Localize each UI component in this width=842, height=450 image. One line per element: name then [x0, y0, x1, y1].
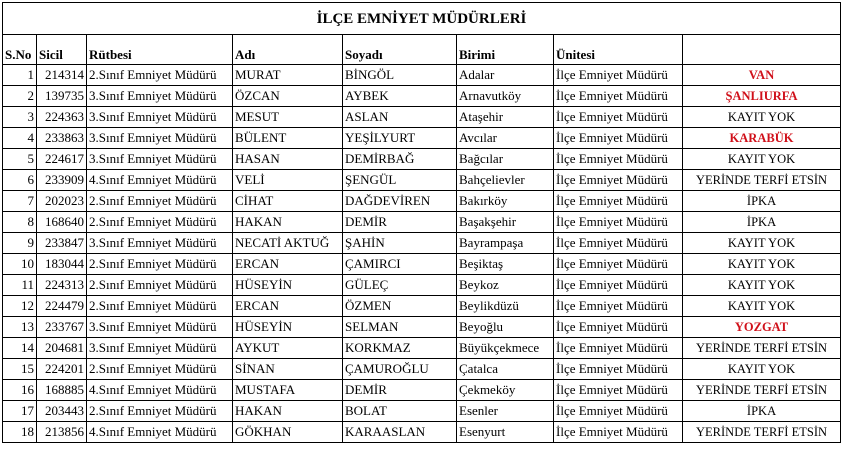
- cell-sicil: 224617: [37, 149, 87, 170]
- cell-sno: 9: [3, 233, 37, 254]
- table-row: [3, 296, 841, 317]
- cell-sno: 10: [3, 254, 37, 275]
- cell-unitesi: İlçe Emniyet Müdürü: [554, 359, 683, 380]
- cell-sno: 17: [3, 401, 37, 422]
- cell-soyadi: ŞAHİN: [343, 233, 457, 254]
- cell-unitesi: İlçe Emniyet Müdürü: [554, 401, 683, 422]
- cell-unitesi: İlçe Emniyet Müdürü: [554, 296, 683, 317]
- cell-adi: HAKAN: [233, 401, 343, 422]
- table-title: İLÇE EMNİYET MÜDÜRLERİ: [3, 3, 841, 35]
- cell-adi: HÜSEYİN: [233, 317, 343, 338]
- cell-sicil: 168885: [37, 380, 87, 401]
- table-row: [3, 380, 841, 401]
- cell-unitesi: İlçe Emniyet Müdürü: [554, 380, 683, 401]
- cell-adi: ERCAN: [233, 254, 343, 275]
- cell-adi: ÖZCAN: [233, 86, 343, 107]
- table-row: [3, 86, 841, 107]
- cell-adi: VELİ: [233, 170, 343, 191]
- cell-sicil: 183044: [37, 254, 87, 275]
- cell-soyadi: DAĞDEVİREN: [343, 191, 457, 212]
- cell-unitesi: İlçe Emniyet Müdürü: [554, 65, 683, 86]
- table-row: [3, 275, 841, 296]
- table-row: [3, 338, 841, 359]
- cell-adi: HAKAN: [233, 212, 343, 233]
- table-row: [3, 359, 841, 380]
- cell-sicil: 139735: [37, 86, 87, 107]
- cell-result: VAN: [683, 65, 841, 86]
- cell-unitesi: İlçe Emniyet Müdürü: [554, 275, 683, 296]
- cell-rutbe: 2.Sınıf Emniyet Müdürü: [87, 254, 233, 275]
- cell-result: İPKA: [683, 212, 841, 233]
- cell-sno: 13: [3, 317, 37, 338]
- cell-rutbe: 2.Sınıf Emniyet Müdürü: [87, 359, 233, 380]
- cell-result: İPKA: [683, 401, 841, 422]
- cell-unitesi: İlçe Emniyet Müdürü: [554, 254, 683, 275]
- cell-birimi: Başakşehir: [457, 212, 554, 233]
- cell-sno: 12: [3, 296, 37, 317]
- table-row: [3, 401, 841, 422]
- header-adi: Adı: [233, 35, 343, 65]
- cell-sicil: 214314: [37, 65, 87, 86]
- cell-rutbe: 2.Sınıf Emniyet Müdürü: [87, 191, 233, 212]
- cell-rutbe: 3.Sınıf Emniyet Müdürü: [87, 86, 233, 107]
- cell-rutbe: 3.Sınıf Emniyet Müdürü: [87, 317, 233, 338]
- cell-result: KARABÜK: [683, 128, 841, 149]
- cell-unitesi: İlçe Emniyet Müdürü: [554, 233, 683, 254]
- cell-sno: 4: [3, 128, 37, 149]
- cell-result: KAYIT YOK: [683, 359, 841, 380]
- cell-sicil: 204681: [37, 338, 87, 359]
- cell-adi: CİHAT: [233, 191, 343, 212]
- table-row: [3, 317, 841, 338]
- cell-unitesi: İlçe Emniyet Müdürü: [554, 170, 683, 191]
- cell-sicil: 224313: [37, 275, 87, 296]
- cell-sicil: 233847: [37, 233, 87, 254]
- cell-birimi: Beyoğlu: [457, 317, 554, 338]
- cell-birimi: Büyükçekmece: [457, 338, 554, 359]
- cell-adi: MURAT: [233, 65, 343, 86]
- cell-sno: 6: [3, 170, 37, 191]
- cell-rutbe: 3.Sınıf Emniyet Müdürü: [87, 128, 233, 149]
- cell-result: YERİNDE TERFİ ETSİN: [683, 338, 841, 359]
- cell-birimi: Beşiktaş: [457, 254, 554, 275]
- cell-sno: 11: [3, 275, 37, 296]
- cell-unitesi: İlçe Emniyet Müdürü: [554, 149, 683, 170]
- cell-unitesi: İlçe Emniyet Müdürü: [554, 107, 683, 128]
- cell-birimi: Avcılar: [457, 128, 554, 149]
- header-soyadi: Soyadı: [343, 35, 457, 65]
- cell-rutbe: 2.Sınıf Emniyet Müdürü: [87, 212, 233, 233]
- cell-sicil: 213856: [37, 422, 87, 443]
- cell-soyadi: BOLAT: [343, 401, 457, 422]
- table-row: [3, 233, 841, 254]
- cell-unitesi: İlçe Emniyet Müdürü: [554, 317, 683, 338]
- cell-rutbe: 4.Sınıf Emniyet Müdürü: [87, 422, 233, 443]
- cell-sno: 3: [3, 107, 37, 128]
- cell-sno: 15: [3, 359, 37, 380]
- cell-soyadi: DEMİRBAĞ: [343, 149, 457, 170]
- cell-sno: 5: [3, 149, 37, 170]
- header-row: [3, 35, 841, 65]
- cell-soyadi: AYBEK: [343, 86, 457, 107]
- cell-sno: 16: [3, 380, 37, 401]
- cell-adi: GÖKHAN: [233, 422, 343, 443]
- cell-rutbe: 3.Sınıf Emniyet Müdürü: [87, 233, 233, 254]
- cell-soyadi: ÇAMIRCI: [343, 254, 457, 275]
- district-police-chiefs-table: [2, 2, 841, 443]
- table-row: [3, 128, 841, 149]
- cell-soyadi: ŞENGÜL: [343, 170, 457, 191]
- table-row: [3, 149, 841, 170]
- cell-soyadi: GÜLEÇ: [343, 275, 457, 296]
- cell-result: KAYIT YOK: [683, 275, 841, 296]
- cell-adi: SİNAN: [233, 359, 343, 380]
- cell-adi: NECATİ AKTUĞ: [233, 233, 343, 254]
- cell-soyadi: ÇAMUROĞLU: [343, 359, 457, 380]
- cell-result: KAYIT YOK: [683, 233, 841, 254]
- cell-unitesi: İlçe Emniyet Müdürü: [554, 338, 683, 359]
- cell-result: KAYIT YOK: [683, 254, 841, 275]
- cell-result: KAYIT YOK: [683, 296, 841, 317]
- cell-birimi: Çekmeköy: [457, 380, 554, 401]
- header-birimi: Birimi: [457, 35, 554, 65]
- cell-soyadi: DEMİR: [343, 212, 457, 233]
- table-row: [3, 107, 841, 128]
- cell-soyadi: ÖZMEN: [343, 296, 457, 317]
- table-row: [3, 170, 841, 191]
- cell-birimi: Beykoz: [457, 275, 554, 296]
- cell-sicil: 202023: [37, 191, 87, 212]
- cell-birimi: Bağcılar: [457, 149, 554, 170]
- cell-rutbe: 3.Sınıf Emniyet Müdürü: [87, 338, 233, 359]
- cell-sno: 8: [3, 212, 37, 233]
- cell-sno: 14: [3, 338, 37, 359]
- cell-adi: AYKUT: [233, 338, 343, 359]
- header-unitesi: Ünitesi: [554, 35, 683, 65]
- cell-sno: 7: [3, 191, 37, 212]
- cell-rutbe: 2.Sınıf Emniyet Müdürü: [87, 296, 233, 317]
- cell-adi: ERCAN: [233, 296, 343, 317]
- cell-sno: 1: [3, 65, 37, 86]
- cell-sicil: 224201: [37, 359, 87, 380]
- cell-adi: HASAN: [233, 149, 343, 170]
- header-result: [683, 35, 841, 65]
- cell-result: YOZGAT: [683, 317, 841, 338]
- header-rutbe: Rütbesi: [87, 35, 233, 65]
- cell-rutbe: 3.Sınıf Emniyet Müdürü: [87, 107, 233, 128]
- cell-birimi: Adalar: [457, 65, 554, 86]
- cell-unitesi: İlçe Emniyet Müdürü: [554, 212, 683, 233]
- cell-rutbe: 2.Sınıf Emniyet Müdürü: [87, 401, 233, 422]
- table-row: [3, 422, 841, 443]
- cell-unitesi: İlçe Emniyet Müdürü: [554, 191, 683, 212]
- cell-birimi: Esenyurt: [457, 422, 554, 443]
- cell-birimi: Bakırköy: [457, 191, 554, 212]
- cell-rutbe: 4.Sınıf Emniyet Müdürü: [87, 380, 233, 401]
- cell-unitesi: İlçe Emniyet Müdürü: [554, 86, 683, 107]
- cell-adi: MUSTAFA: [233, 380, 343, 401]
- cell-birimi: Arnavutköy: [457, 86, 554, 107]
- table-row: [3, 212, 841, 233]
- cell-result: İPKA: [683, 191, 841, 212]
- cell-soyadi: BİNGÖL: [343, 65, 457, 86]
- cell-birimi: Ataşehir: [457, 107, 554, 128]
- cell-adi: BÜLENT: [233, 128, 343, 149]
- cell-unitesi: İlçe Emniyet Müdürü: [554, 128, 683, 149]
- cell-sicil: 224363: [37, 107, 87, 128]
- cell-birimi: Bahçelievler: [457, 170, 554, 191]
- cell-result: YERİNDE TERFİ ETSİN: [683, 380, 841, 401]
- cell-rutbe: 2.Sınıf Emniyet Müdürü: [87, 65, 233, 86]
- cell-result: ŞANLIURFA: [683, 86, 841, 107]
- table-row: [3, 65, 841, 86]
- cell-soyadi: ASLAN: [343, 107, 457, 128]
- cell-sicil: 233767: [37, 317, 87, 338]
- cell-birimi: Çatalca: [457, 359, 554, 380]
- cell-birimi: Bayrampaşa: [457, 233, 554, 254]
- cell-result: KAYIT YOK: [683, 107, 841, 128]
- cell-sicil: 168640: [37, 212, 87, 233]
- header-sicil: Sicil: [37, 35, 87, 65]
- cell-birimi: Beylikdüzü: [457, 296, 554, 317]
- table-row: [3, 254, 841, 275]
- cell-sno: 18: [3, 422, 37, 443]
- cell-sicil: 224479: [37, 296, 87, 317]
- cell-soyadi: SELMAN: [343, 317, 457, 338]
- table-title-row: [3, 3, 841, 35]
- cell-rutbe: 3.Sınıf Emniyet Müdürü: [87, 149, 233, 170]
- cell-soyadi: KORKMAZ: [343, 338, 457, 359]
- header-sno: S.No: [3, 35, 37, 65]
- cell-sicil: 233863: [37, 128, 87, 149]
- cell-rutbe: 2.Sınıf Emniyet Müdürü: [87, 275, 233, 296]
- cell-result: YERİNDE TERFİ ETSİN: [683, 422, 841, 443]
- cell-result: KAYIT YOK: [683, 149, 841, 170]
- table-row: [3, 191, 841, 212]
- cell-sicil: 203443: [37, 401, 87, 422]
- cell-unitesi: İlçe Emniyet Müdürü: [554, 422, 683, 443]
- cell-soyadi: YEŞİLYURT: [343, 128, 457, 149]
- cell-adi: MESUT: [233, 107, 343, 128]
- cell-soyadi: DEMİR: [343, 380, 457, 401]
- cell-rutbe: 4.Sınıf Emniyet Müdürü: [87, 170, 233, 191]
- cell-soyadi: KARAASLAN: [343, 422, 457, 443]
- cell-birimi: Esenler: [457, 401, 554, 422]
- cell-result: YERİNDE TERFİ ETSİN: [683, 170, 841, 191]
- cell-sno: 2: [3, 86, 37, 107]
- cell-sicil: 233909: [37, 170, 87, 191]
- cell-adi: HÜSEYİN: [233, 275, 343, 296]
